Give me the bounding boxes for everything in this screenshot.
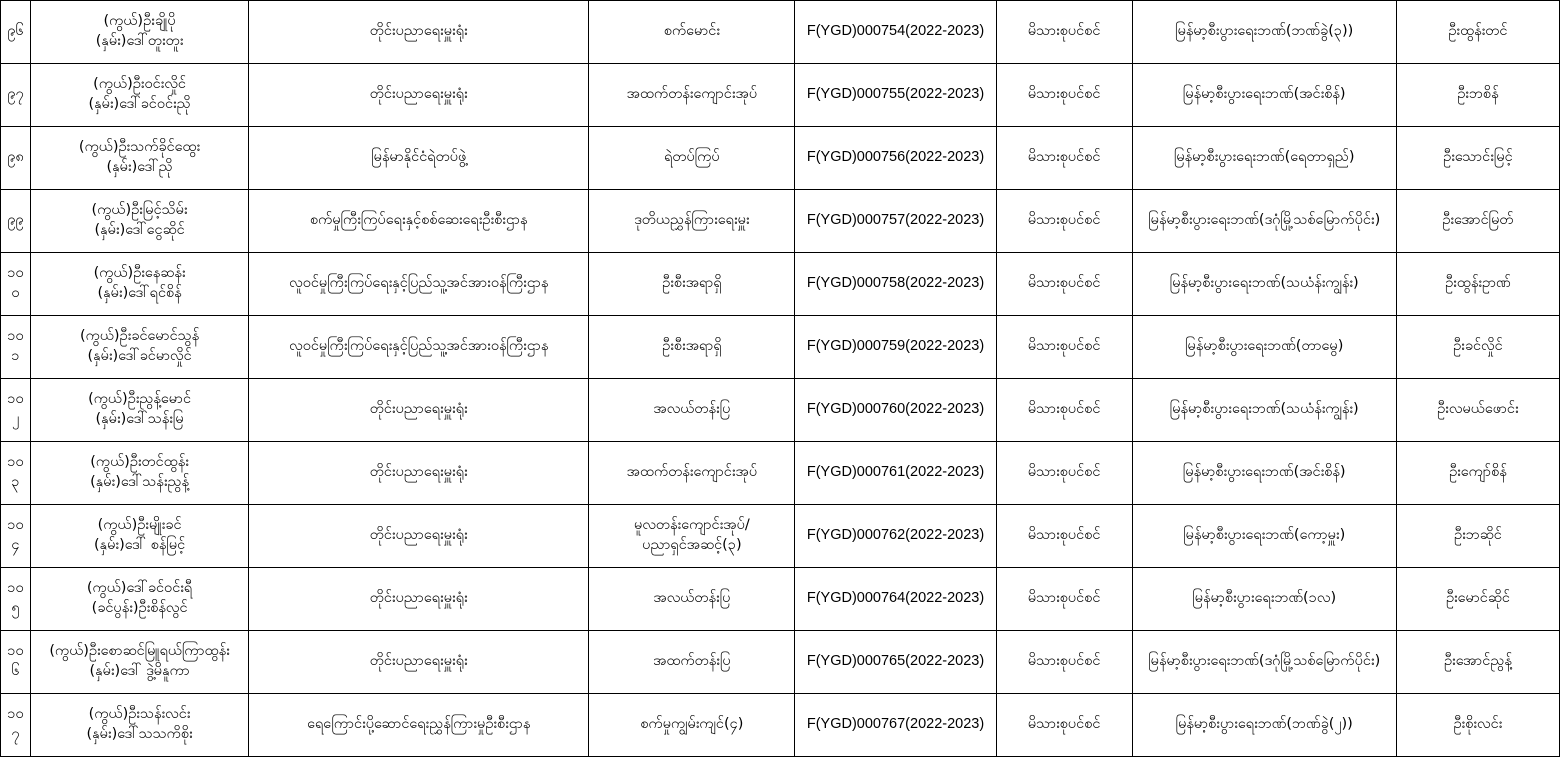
form-code-cell: F(YGD)000757(2022-2023) [795,190,996,253]
form-code-cell: F(YGD)000758(2022-2023) [795,253,996,316]
bank-branch-cell: မြန်မာ့စီးပွားရေးဘဏ်(သယံန်းကျွန်း) [1132,253,1396,316]
candidate-name-line2: (နှမ်း)ဒေါ်သသကိစိုး [86,726,193,742]
candidate-name-line2: (နှမ်း)ဒေါ်သန်းမြ [95,411,184,427]
bank-branch-cell: မြန်မာ့စီးပွားရေးဘဏ်(ဘဏ်ခွဲ(၃)) [1132,1,1396,64]
table-row [1,190,1560,253]
department-cell: တိုင်းပညာရေးမှူးရုံး [249,505,589,568]
representative-cell: ဦးလမယ်ဖောင်း [1396,379,1559,442]
rank-line1: အထက်တန်းပြ [653,653,731,670]
form-code-cell: F(YGD)000760(2022-2023) [795,379,996,442]
candidate-name-line2: (နှမ်း)ဒေါ်ခင်ဝင်းညို [88,96,191,112]
rank-cell [589,442,795,505]
bank-branch-cell: မြန်မာ့စီးပွားရေးဘဏ်(ဒဂုံမြို့သစ်မြောက်ပိုင်း) [1132,190,1396,253]
pension-type-cell: မိသားစုပင်စင် [996,190,1132,253]
row-number: ၁၀၀ [1,253,31,316]
table-row [1,253,1560,316]
rank-line1: အလယ်တန်းပြ [653,590,731,607]
row-number: ၁၀၁ [1,316,31,379]
department-cell: မြန်မာနိုင်ငံရဲတပ်ဖွဲ့ [249,127,589,190]
row-number: ၉၇ [1,64,31,127]
representative-cell: ဦးသောင်းမြင့် [1396,127,1559,190]
department-cell: စက်မှုကြီးကြပ်ရေးနှင့်စစ်ဆေးရေးဦးစီးဌာန [249,190,589,253]
candidate-name-line2: (နှမ်း)ဒေါ် ဒွဲ့မိနူကာ [89,663,190,679]
rank-line1: မူလတန်းကျောင်းအုပ်/ [634,517,750,534]
representative-cell: ဦးဘစိန် [1396,64,1559,127]
candidate-name-cell [31,1,249,64]
pension-type-cell: မိသားစုပင်စင် [996,127,1132,190]
pension-type-cell: မိသားစုပင်စင် [996,379,1132,442]
candidate-name-cell [31,631,249,694]
row-number: ၉၉ [1,190,31,253]
department-cell: တိုင်းပညာရေးမှူးရုံး [249,1,589,64]
table-row [1,442,1560,505]
row-number: ၉၈ [1,127,31,190]
candidate-name-line2: (နှမ်း)ဒေါ်ခင်မာလှိုင် [87,348,192,364]
pension-type-cell: မိသားစုပင်စင် [996,631,1132,694]
candidate-name-line1: (ကွယ်)ဦးမျိုးခင် [97,517,182,534]
table-row [1,694,1560,757]
candidate-name-cell [31,316,249,379]
representative-cell: ဦးဘဆိုင် [1396,505,1559,568]
candidate-name-line1: (ကွယ်)ဦးတင်ထွန်း [90,454,189,471]
pension-type-cell: မိသားစုပင်စင် [996,1,1132,64]
form-code-cell: F(YGD)000754(2022-2023) [795,1,996,64]
form-code-cell: F(YGD)000764(2022-2023) [795,568,996,631]
form-code-cell: F(YGD)000767(2022-2023) [795,694,996,757]
bank-branch-cell: မြန်မာ့စီးပွားရေးဘဏ်(ဘဏ်ခွဲ(၂)) [1132,694,1396,757]
table-row [1,316,1560,379]
form-code-cell: F(YGD)000761(2022-2023) [795,442,996,505]
representative-cell: ဦးခင်လှိုင် [1396,316,1559,379]
table-row [1,631,1560,694]
candidate-name-line1: (ကွယ်)ဦးခင်မောင်သွန် [79,328,200,345]
pension-type-cell: မိသားစုပင်စင် [996,316,1132,379]
form-code-cell: F(YGD)000765(2022-2023) [795,631,996,694]
table-row [1,568,1560,631]
candidate-name-cell [31,442,249,505]
candidate-name-line1: (ကွယ်)ဒေါ်ခင်ဝင်းရီ [86,580,193,597]
candidate-name-line2: (နှမ်း)ဒေါ်ညို [106,159,173,175]
rank-cell [589,190,795,253]
table-row [1,1,1560,64]
bank-branch-cell: မြန်မာ့စီးပွားရေးဘဏ်(ရေတာရှည်) [1132,127,1396,190]
candidate-name-line1: (ကွယ်)ဦးသန်းလင်း [88,706,191,723]
rank-line1: အထက်တန်းကျောင်းအုပ် [626,464,758,481]
department-cell: လူဝင်မှုကြီးကြပ်ရေးနှင့်ပြည်သူ့အင်အားဝန်ကြီးဌာန [249,316,589,379]
rank-cell [589,631,795,694]
rank-cell [589,505,795,568]
candidate-name-line2: (နှမ်း)ဒေါ်တူးတူး [95,33,184,49]
rank-cell [589,1,795,64]
form-code-cell: F(YGD)000756(2022-2023) [795,127,996,190]
bank-branch-cell: မြန်မာ့စီးပွားရေးဘဏ်(ဒဂုံမြို့သစ်မြောက်ပိုင်း) [1132,631,1396,694]
form-code-cell: F(YGD)000755(2022-2023) [795,64,996,127]
candidate-name-line2: (နှမ်း)ဒေါ်ငွေဆိုင် [94,222,185,238]
bank-branch-cell: မြန်မာ့စီးပွားရေးဘဏ်(သယံန်းကျွန်း) [1132,379,1396,442]
representative-cell: ဦးမောင်ဆိုင် [1396,568,1559,631]
pension-type-cell: မိသားစုပင်စင် [996,568,1132,631]
bank-branch-cell: မြန်မာ့စီးပွားရေးဘဏ်(အင်းစိန်) [1132,442,1396,505]
department-cell: တိုင်းပညာရေးမှူးရုံး [249,631,589,694]
candidate-name-line2: (နှမ်း)ဒေါ် စန်မြင့် [93,537,186,553]
candidate-name-cell [31,379,249,442]
table-row [1,64,1560,127]
row-number: ၁၀၆ [1,631,31,694]
department-cell: တိုင်းပညာရေးမှူးရုံး [249,379,589,442]
rank-cell [589,64,795,127]
rank-line2: ပညာရှင်အဆင့်(၃) [642,537,742,553]
candidate-name-line1: (ကွယ်)ဦးညွန့်မောင် [88,391,192,408]
representative-cell: ဦးအောင်ညွန့် [1396,631,1559,694]
form-code-cell: F(YGD)000759(2022-2023) [795,316,996,379]
pension-type-cell: မိသားစုပင်စင် [996,64,1132,127]
bank-branch-cell: မြန်မာ့စီးပွားရေးဘဏ်(အင်းစိန်) [1132,64,1396,127]
bank-branch-cell: မြန်မာ့စီးပွားရေးဘဏ်(ကော့မှူး) [1132,505,1396,568]
representative-cell: ဦးထွန်းဥာဏ် [1396,253,1559,316]
pension-type-cell: မိသားစုပင်စင် [996,253,1132,316]
candidate-name-cell [31,190,249,253]
bank-branch-cell: မြန်မာ့စီးပွားရေးဘဏ်(၁လ) [1132,568,1396,631]
candidate-name-cell [31,127,249,190]
row-number: ၁၀၄ [1,505,31,568]
department-cell: လူဝင်မှုကြီးကြပ်ရေးနှင့်ပြည်သူ့အင်အားဝန်ကြီးဌာန [249,253,589,316]
rank-line1: အလယ်တန်းပြ [653,401,731,418]
representative-cell: ဦးအောင်မြတ် [1396,190,1559,253]
rank-line1: စက်မှုကျွမ်းကျင်(၄) [640,716,744,733]
rank-line1: အထက်တန်းကျောင်းအုပ် [626,86,758,103]
rank-line1: ဒုတိယညွှန်ကြားရေးမှူး [634,212,750,229]
candidate-name-line1: (ကွယ်)ဦးနေဆန်း [93,265,186,282]
department-cell: တိုင်းပညာရေးမှူးရုံး [249,442,589,505]
candidate-name-cell [31,505,249,568]
candidate-name-cell [31,568,249,631]
candidate-name-line2: (နှမ်း)ဒေါ်ရင်စိန် [97,285,182,301]
rank-cell [589,694,795,757]
department-cell: ရေကြောင်းပို့ဆောင်ရေးညွှန်ကြားမှုဦးစီးဌာန [249,694,589,757]
rank-cell [589,127,795,190]
candidate-name-line2: (နှမ်း)ဒေါ်သန်းညွန့် [90,474,190,490]
row-number: ၁၀၂ [1,379,31,442]
bank-branch-cell: မြန်မာ့စီးပွားရေးဘဏ်(တာမွေ) [1132,316,1396,379]
representative-cell: ဦးစိုးလင်း [1396,694,1559,757]
rank-cell [589,568,795,631]
rank-line1: ရဲတပ်ကြပ် [664,149,720,166]
candidate-name-line1: (ကွယ်)ဦးချိုပို [103,13,176,30]
candidate-name-line1: (ကွယ်)ဦးမြင့်သိမ်း [91,202,188,219]
candidate-name-cell [31,64,249,127]
pension-type-cell: မိသားစုပင်စင် [996,505,1132,568]
row-number: ၉၆ [1,1,31,64]
form-code-cell: F(YGD)000762(2022-2023) [795,505,996,568]
table-row [1,379,1560,442]
row-number: ၁၀၇ [1,694,31,757]
pension-type-cell: မိသားစုပင်စင် [996,442,1132,505]
row-number: ၁၀၅ [1,568,31,631]
department-cell: တိုင်းပညာရေးမှူးရုံး [249,568,589,631]
table-row [1,505,1560,568]
pension-type-cell: မိသားစုပင်စင် [996,694,1132,757]
representative-cell: ဦးကျော်စိန် [1396,442,1559,505]
candidate-name-line1: (ကွယ်)ဦးဝင်းလှိုင် [93,76,186,93]
rank-cell [589,253,795,316]
department-cell: တိုင်းပညာရေးမှူးရုံး [249,64,589,127]
rank-line1: ဦးစီးအရာရှိ [662,275,722,292]
row-number: ၁၀၃ [1,442,31,505]
candidate-name-cell [31,253,249,316]
table-body [1,1,1560,757]
rank-line1: စက်မောင်း [663,23,720,40]
candidate-name-line2: (ခင်ပွန်း)ဦးစိန်လွင် [91,600,188,616]
candidate-name-line1: (ကွယ်)ဦးစောဆင်မြူရယ်ကြာထွန်း [49,643,230,660]
candidate-name-cell [31,694,249,757]
table-row [1,127,1560,190]
rank-cell [589,316,795,379]
rank-line1: ဦးစီးအရာရှိ [662,338,722,355]
representative-cell: ဦးထွန်းတင် [1396,1,1559,64]
candidate-name-line1: (ကွယ်)ဦးသက်ခိုင်ထွေး [78,139,201,156]
rank-cell [589,379,795,442]
